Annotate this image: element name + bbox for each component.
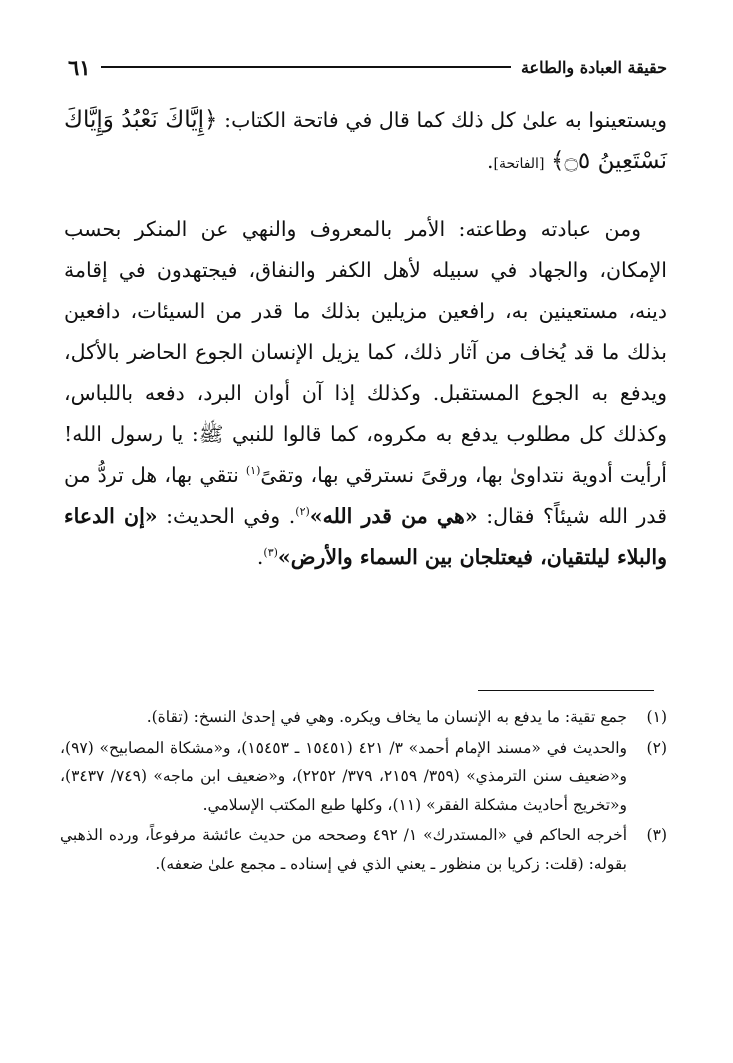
paragraph-end: .	[256, 545, 264, 569]
footnote-number: (٢)	[646, 738, 667, 757]
footnote-number: (٣)	[646, 826, 667, 844]
surah-reference: [الفاتحة]	[493, 156, 545, 172]
footnote-separator	[478, 690, 654, 691]
footnote-item	[60, 703, 667, 732]
quran-quote-paragraph	[64, 100, 667, 185]
footnote-item	[60, 821, 667, 878]
header-rule	[101, 66, 511, 68]
quran-ayah: ﴿إِيَّاكَ نَعْبُدُ وَإِيَّاكَ نَسْتَعِينُ ۝٥﴾	[64, 107, 667, 174]
quote-intro: ويستعينوا به علىٰ كل ذلك كما قال في فاتحة الكتاب:	[224, 108, 667, 132]
running-title: حقيقة العبادة والطاعة	[520, 57, 667, 77]
hadith-quote: «هي من قدر الله»	[309, 504, 478, 528]
paragraph-text: نتقي بها، هل تردُّ من قدر الله شيئاً؟ فقال:	[64, 463, 667, 528]
footnote-marker-2[interactable]: (٢)	[295, 505, 310, 519]
page-number: ٦١	[68, 54, 91, 80]
footnote-number: (١)	[646, 708, 667, 726]
footnotes	[60, 703, 667, 880]
footnote-text: أخرجه الحاكم في «المستدرك» ١/ ٤٩٢ وصححه من حديث عائشة مرفوعاً، ورده الذهبي بقوله: (قلت: زكريا بن منظور ـ يعني الذي في إسناده ـ مجمع علىٰ ضعفه).	[60, 826, 627, 873]
footnote-text: جمع تقية: ما يدفع به الإنسان ما يخاف ويكره. وهي في إحدىٰ النسخ: (تقاة).	[146, 708, 627, 726]
hadith-quote: «إن الدعاء والبلاء ليلتقيان، فيعتلجان بين السماء والأرض»	[64, 504, 667, 569]
footnote-item	[60, 734, 667, 820]
footnote-marker-3[interactable]: (٣)	[263, 546, 278, 560]
paragraph-text: . وفي الحديث:	[157, 504, 296, 528]
main-text	[64, 100, 667, 578]
paragraph-text: ومن عبادته وطاعته: الأمر بالمعروف والنهي عن المنكر بحسب الإمكان، والجهاد في سبيله لأهل الكفر والنفاق، فيجتهدون في إقامة دينه، مستعينين به، رافعين مزيلين بذلك ما قدر من السيئات، دافعين بذلك ما قد يُخاف من آثار ذلك، كما يزيل الإنسان الجوع الحاضر بالأكل، ويدفع به الجوع المستقبل. وكذلك إذا آن أوان البرد، دفعه باللباس، وكذلك كل مطلوب يدفع به مكروه، كما قالوا للنبي ﷺ: يا رسول الله! أرأيت أدوية نتداوىٰ بها، ورقىً نسترقي بها، وتقىً	[64, 217, 667, 487]
worship-paragraph	[64, 209, 667, 578]
running-header	[68, 52, 667, 82]
period: .	[487, 149, 494, 173]
footnote-text: والحديث في «مسند الإمام أحمد» ٣/ ٤٢١ (١٥٤٥١ ـ ١٥٤٥٣)، و«مشكاة المصابيح» (٩٧)، و«ضعيف سنن الترمذي» (٣٥٩/ ٢١٥٩، ٣٧٩/ ٢٢٥٢)، و«ضعيف ابن ماجه» (٧٤٩/ ٣٤٣٧)، و«تخريج أحاديث مشكلة الفقر» (١١)، وكلها طبع المكتب الإسلامي.	[60, 738, 628, 814]
footnote-marker-1[interactable]: (١)	[245, 464, 261, 478]
